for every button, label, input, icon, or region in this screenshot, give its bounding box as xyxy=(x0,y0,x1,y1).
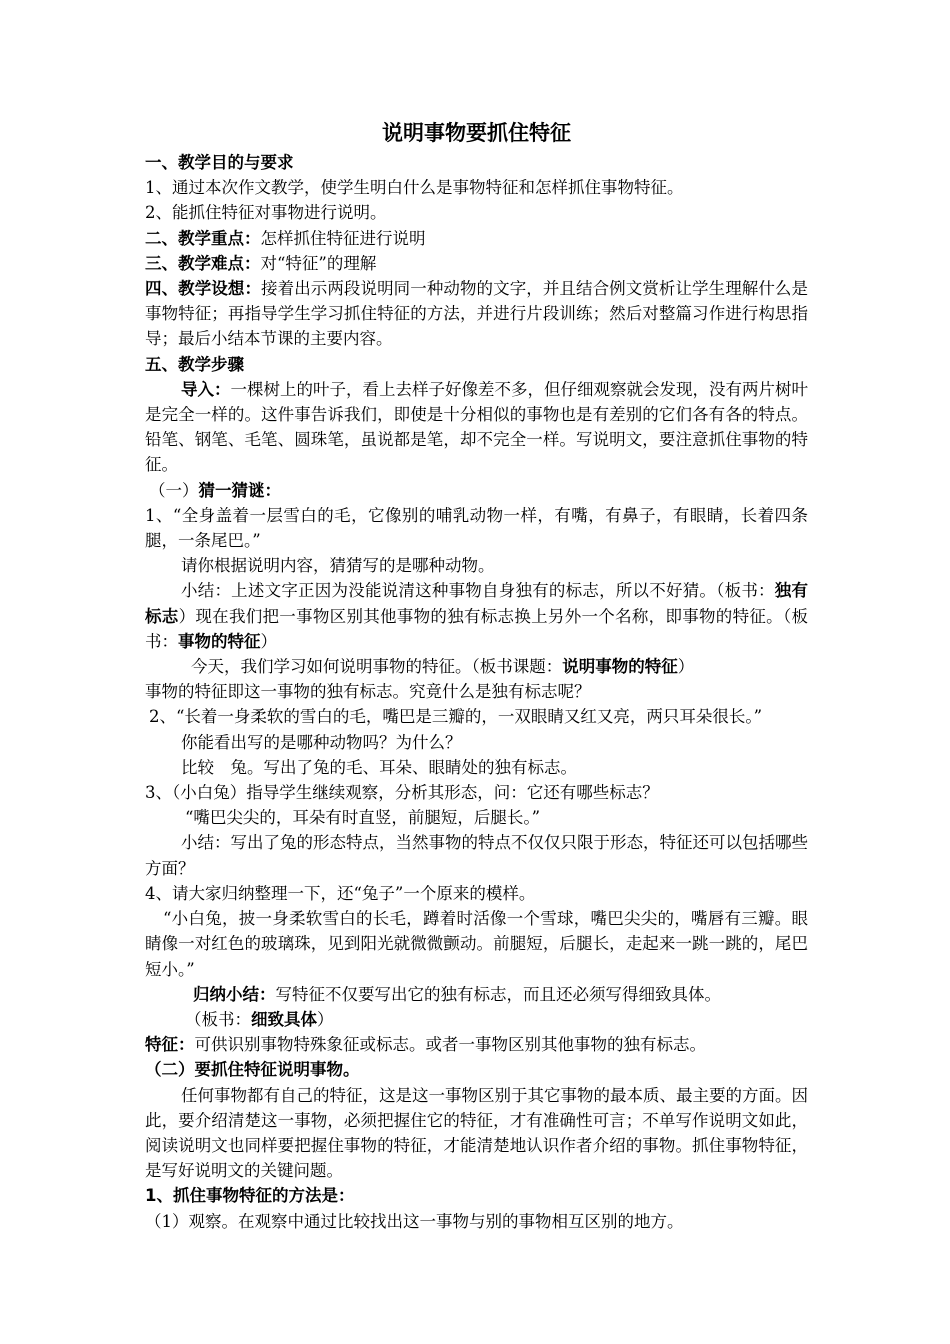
board-unique-mark: 独有标志 xyxy=(145,581,809,626)
feature-definition-label: 特征： xyxy=(145,1035,195,1055)
board-detail: 细致具体 xyxy=(251,1009,317,1029)
summary-1-text-c: ）现在我们把一事物区别其他事物的独有标志换上另外一个名称，即事物的特征。（板书： xyxy=(145,606,809,651)
today-lesson xyxy=(145,654,808,679)
board-3-text-a: （板书： xyxy=(185,1009,251,1029)
section-1-heading: 一、教学目的与要求 xyxy=(145,153,294,172)
teaching-plan xyxy=(145,276,808,352)
board-3-text-c: ） xyxy=(317,1009,334,1029)
objective-2: 2、能抓住特征对事物进行说明。 xyxy=(145,203,387,223)
difficulty xyxy=(145,251,808,276)
difficulty-text: 对“特征”的理解 xyxy=(260,253,377,273)
conclusion-label: 归纳小结： xyxy=(193,984,276,1004)
conclusion-text: 写特征不仅要写出它的独有标志，而且还必须写得细致具体。 xyxy=(275,984,721,1004)
method-heading: 1、抓住事物特征的方法是： xyxy=(145,1186,355,1206)
part-2-heading: （二）要抓住特征说明事物。 xyxy=(145,1060,360,1080)
step-3: 3、（小白兔）指导学生继续观察，分析其形态，问：它还有哪些标志？ xyxy=(145,783,659,803)
teaching-plan-text: 接着出示两段说明同一种动物的文字，并且结合例文赏析让学生理解什么是事物特征；再指导学生学习抓住特征的方法，并进行片段训练；然后对整篇习作进行构思指导；最后小结本节课的主要内容。 xyxy=(145,279,809,349)
comparison: 比较 兔。写出了兔的毛、耳朵、眼睛处的独有标志。 xyxy=(181,757,577,777)
summary-2: 小结：写出了兔的形态特点，当然事物的特点不仅仅只限于形态，特征还可以包括哪些方面？ xyxy=(145,833,808,878)
today-text-c: ） xyxy=(677,657,695,677)
feature-question: 事物的特征即这一事物的独有标志。究竟什么是独有标志呢？ xyxy=(145,682,591,702)
part-1-title: 猜一猜谜： xyxy=(198,480,281,500)
board-3 xyxy=(145,1007,808,1032)
key-point xyxy=(145,226,808,251)
board-topic: 说明事物的特征 xyxy=(562,657,678,677)
teaching-plan-label: 四、教学设想： xyxy=(145,279,262,299)
riddle-1: 1、“全身盖着一层雪白的毛，它像别的哺乳动物一样，有嘴，有鼻子，有眼睛，长着四条腿，一条尾巴。” xyxy=(145,505,808,551)
summary-1-text-e: ） xyxy=(260,631,277,651)
feature-definition xyxy=(145,1032,808,1057)
riddle-2-question: 你能看出写的是哪种动物吗？为什么？ xyxy=(181,732,462,752)
introduction-text: 一棵树上的叶子，看上去样子好像差不多，但仔细观察就会发现，没有两片树叶是完全一样的。这件事告诉我们，即使是十分相似的事物也是有差别的它们各有各的特点。铅笔、钢笔、毛笔、圆珠笔，虽说都是笔，却不完全一样。写说明文，要注意抓住事物的特征。 xyxy=(145,379,808,475)
page-title: 说明事物要抓住特征 xyxy=(382,121,571,145)
step-4: 4、请大家归纳整理一下，还“兔子”一个原来的模样。 xyxy=(145,883,536,903)
conclusion xyxy=(145,982,808,1007)
section-5-heading: 五、教学步骤 xyxy=(145,354,244,374)
key-point-text: 怎样抓住特征进行说明 xyxy=(260,228,426,248)
rabbit-description: “小白兔，披一身柔软雪白的长毛，蹲着时活像一个雪球，嘴巴尖尖的，嘴唇有三瓣。眼睛像一对红色的玻璃珠，见到阳光就微微颤动。前腿短，后腿长，走起来一跳一跳的，尾巴短小。” xyxy=(145,909,808,979)
summary-1 xyxy=(145,578,808,654)
today-text-a: 今天，我们学习如何说明事物的特征。（板书课题： xyxy=(191,657,563,677)
part-1-heading xyxy=(145,478,808,503)
feature-definition-text: 可供识别事物特殊象征或标志。或者一事物区别其他事物的独有标志。 xyxy=(194,1035,706,1055)
step-3-quote: “嘴巴尖尖的，耳朵有时直竖，前腿短，后腿长。” xyxy=(185,808,541,828)
difficulty-label: 三、教学难点： xyxy=(145,253,261,273)
part-1-prefix: （一） xyxy=(149,480,199,500)
introduction xyxy=(145,377,808,478)
method-1: （1）观察。在观察中通过比较找出这一事物与别的事物相互区别的地方。 xyxy=(145,1211,684,1231)
summary-1-text-a: 小结：上述文字正因为没能说清这种事物自身独有的标志，所以不好猜。（板书： xyxy=(181,581,775,601)
board-feature: 事物的特征 xyxy=(178,631,261,651)
introduction-label: 导入： xyxy=(181,379,231,399)
part-2-text: 任何事物都有自己的特征，这是这一事物区别于其它事物的最本质、最主要的方面。因此，要介绍清楚这一事物，必须把握住它的特征，才有准确性可言；不单写作说明文如此，阅读说明文也同样要把握住事物的特征，才能清楚地认识作者介绍的事物。抓住事物特征，是写好说明文的关键问题。 xyxy=(145,1085,808,1181)
riddle-2: 2、“长着一身柔软的雪白的毛，嘴巴是三瓣的，一双眼睛又红又亮，两只耳朵很长。” xyxy=(149,707,763,727)
key-point-label: 二、教学重点： xyxy=(145,228,261,248)
objective-1: 1、通过本次作文教学，使学生明白什么是事物特征和怎样抓住事物特征。 xyxy=(145,178,684,198)
riddle-1-question: 请你根据说明内容，猜猜写的是哪种动物。 xyxy=(181,556,495,576)
